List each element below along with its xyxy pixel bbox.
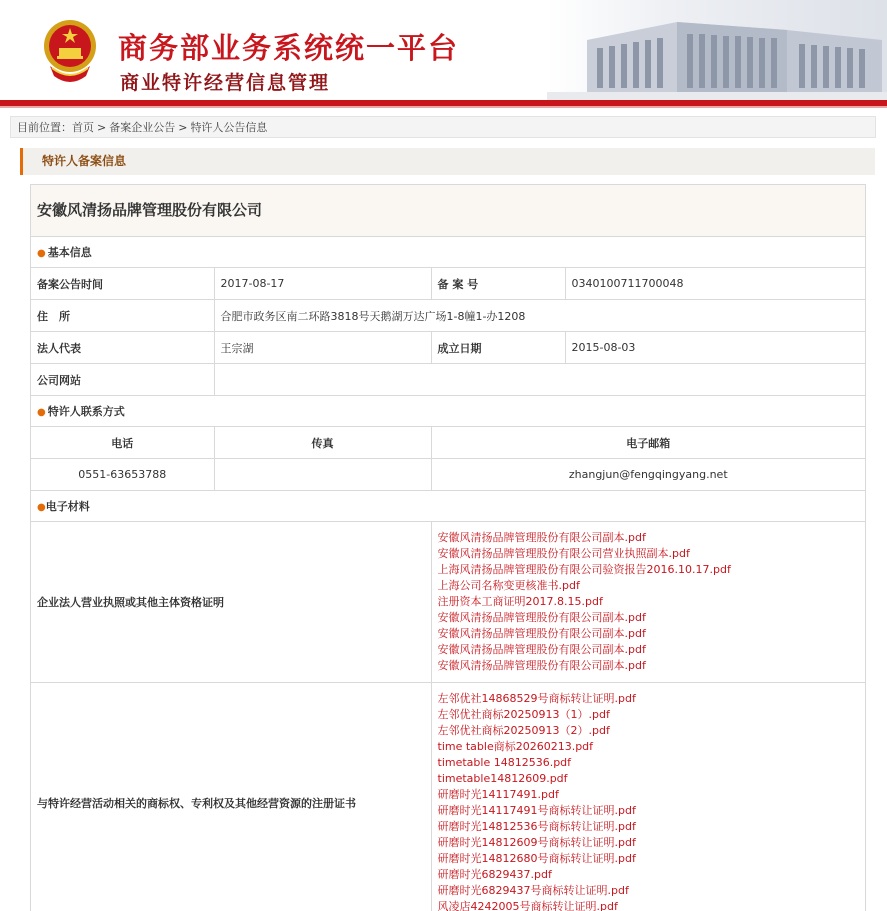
- file-link[interactable]: 上海风清扬品牌管理股份有限公司验资报告2016.10.17.pdf: [437, 563, 731, 576]
- national-emblem-icon: [42, 18, 98, 84]
- breadcrumb: [10, 116, 876, 138]
- contact-heading: [31, 396, 865, 427]
- file-link[interactable]: 左邻优社14868529号商标转让证明.pdf: [437, 692, 636, 705]
- founded-date-label: 成立日期: [431, 332, 565, 364]
- file-link[interactable]: 左邻优社商标20250913（2）.pdf: [437, 724, 610, 737]
- record-number-value: 0340100711700048: [565, 268, 865, 300]
- phone-label: 电话: [31, 427, 214, 459]
- address-value: 合肥市政务区南二环路3818号天鹅湖万达广场1-8幢1-办1208: [214, 300, 865, 332]
- file-link[interactable]: 研磨时光14812680号商标转让证明.pdf: [437, 852, 636, 865]
- basic-info-table: [31, 237, 865, 396]
- breadcrumb-home-link[interactable]: 首页: [72, 121, 94, 134]
- contact-heading-text: 特许人联系方式: [47, 405, 125, 418]
- file-link[interactable]: 安徽风清扬品牌管理股份有限公司副本.pdf: [437, 627, 646, 640]
- file-link[interactable]: 研磨时光6829437.pdf: [437, 868, 552, 881]
- platform-subtitle: 商业特许经营信息管理: [120, 72, 331, 94]
- file-link[interactable]: 上海公司名称变更核准书.pdf: [437, 579, 580, 592]
- breadcrumb-current: 特许人公告信息: [190, 121, 268, 134]
- fax-label: 传真: [214, 427, 431, 459]
- founded-date-value: 2015-08-03: [565, 332, 865, 364]
- file-link[interactable]: time table商标20260213.pdf: [437, 740, 594, 753]
- breadcrumb-announcements-link[interactable]: 备案企业公告: [109, 121, 176, 134]
- fax-value: [214, 459, 431, 491]
- trademark-label: 与特许经营活动相关的商标权、专利权及其他经营资源的注册证书: [31, 683, 431, 911]
- legal-rep-value: 王宗湖: [214, 332, 431, 364]
- contact-table: [31, 396, 865, 491]
- legal-rep-label: 法人代表: [31, 332, 214, 364]
- bullet-icon: ●: [37, 407, 46, 418]
- file-link[interactable]: 研磨时光14117491号商标转让证明.pdf: [437, 804, 636, 817]
- site-header: [0, 0, 887, 106]
- file-link[interactable]: timetable 14812536.pdf: [437, 756, 572, 769]
- file-link[interactable]: 研磨时光6829437号商标转让证明.pdf: [437, 884, 629, 897]
- file-link[interactable]: 研磨时光14117491.pdf: [437, 788, 559, 801]
- trademark-file-list: [431, 683, 865, 911]
- section-title: 特许人备案信息: [20, 148, 875, 175]
- bullet-icon: ●: [37, 248, 46, 259]
- website-label: 公司网站: [31, 364, 214, 396]
- breadcrumb-separator: >: [97, 121, 107, 134]
- basic-info-heading-text: 基本信息: [47, 246, 92, 259]
- address-label: 住 所: [31, 300, 214, 332]
- record-panel: [30, 184, 866, 911]
- license-file-list: [431, 522, 865, 683]
- file-link[interactable]: 安徽风清扬品牌管理股份有限公司副本.pdf: [437, 643, 646, 656]
- file-link[interactable]: timetable14812609.pdf: [437, 772, 568, 785]
- building-illustration: [547, 0, 887, 106]
- file-link[interactable]: 风凌店4242005号商标转让证明.pdf: [437, 900, 618, 911]
- website-value: [214, 364, 865, 396]
- announce-date-value: 2017-08-17: [214, 268, 431, 300]
- file-link[interactable]: 左邻优社商标20250913（1）.pdf: [437, 708, 610, 721]
- breadcrumb-prefix: 目前位置：: [17, 121, 72, 134]
- company-name: 安徽风清扬品牌管理股份有限公司: [31, 185, 865, 237]
- email-value: zhangjun@fengqingyang.net: [431, 459, 865, 491]
- file-link[interactable]: 安徽风清扬品牌管理股份有限公司副本.pdf: [437, 611, 646, 624]
- file-link[interactable]: 研磨时光14812536号商标转让证明.pdf: [437, 820, 636, 833]
- header-red-stripe: [0, 106, 887, 108]
- phone-value: 0551-63653788: [31, 459, 214, 491]
- platform-title: 商务部业务系统统一平台: [118, 31, 460, 65]
- file-link[interactable]: 安徽风清扬品牌管理股份有限公司副本.pdf: [437, 659, 646, 672]
- file-link[interactable]: 研磨时光14812609号商标转让证明.pdf: [437, 836, 636, 849]
- bullet-icon: ●: [37, 502, 46, 513]
- materials-heading-text: 电子材料: [45, 500, 90, 513]
- materials-table: [31, 491, 865, 911]
- header-building-image: [547, 0, 887, 106]
- record-number-label: 备 案 号: [431, 268, 565, 300]
- basic-info-heading: [31, 237, 865, 268]
- file-link[interactable]: 安徽风清扬品牌管理股份有限公司副本.pdf: [437, 531, 646, 544]
- file-link[interactable]: 安徽风清扬品牌管理股份有限公司营业执照副本.pdf: [437, 547, 690, 560]
- breadcrumb-separator: >: [178, 121, 188, 134]
- materials-heading: [31, 491, 865, 522]
- announce-date-label: 备案公告时间: [31, 268, 214, 300]
- email-label: 电子邮箱: [431, 427, 865, 459]
- file-link[interactable]: 注册资本工商证明2017.8.15.pdf: [437, 595, 603, 608]
- license-label: 企业法人营业执照或其他主体资格证明: [31, 522, 431, 683]
